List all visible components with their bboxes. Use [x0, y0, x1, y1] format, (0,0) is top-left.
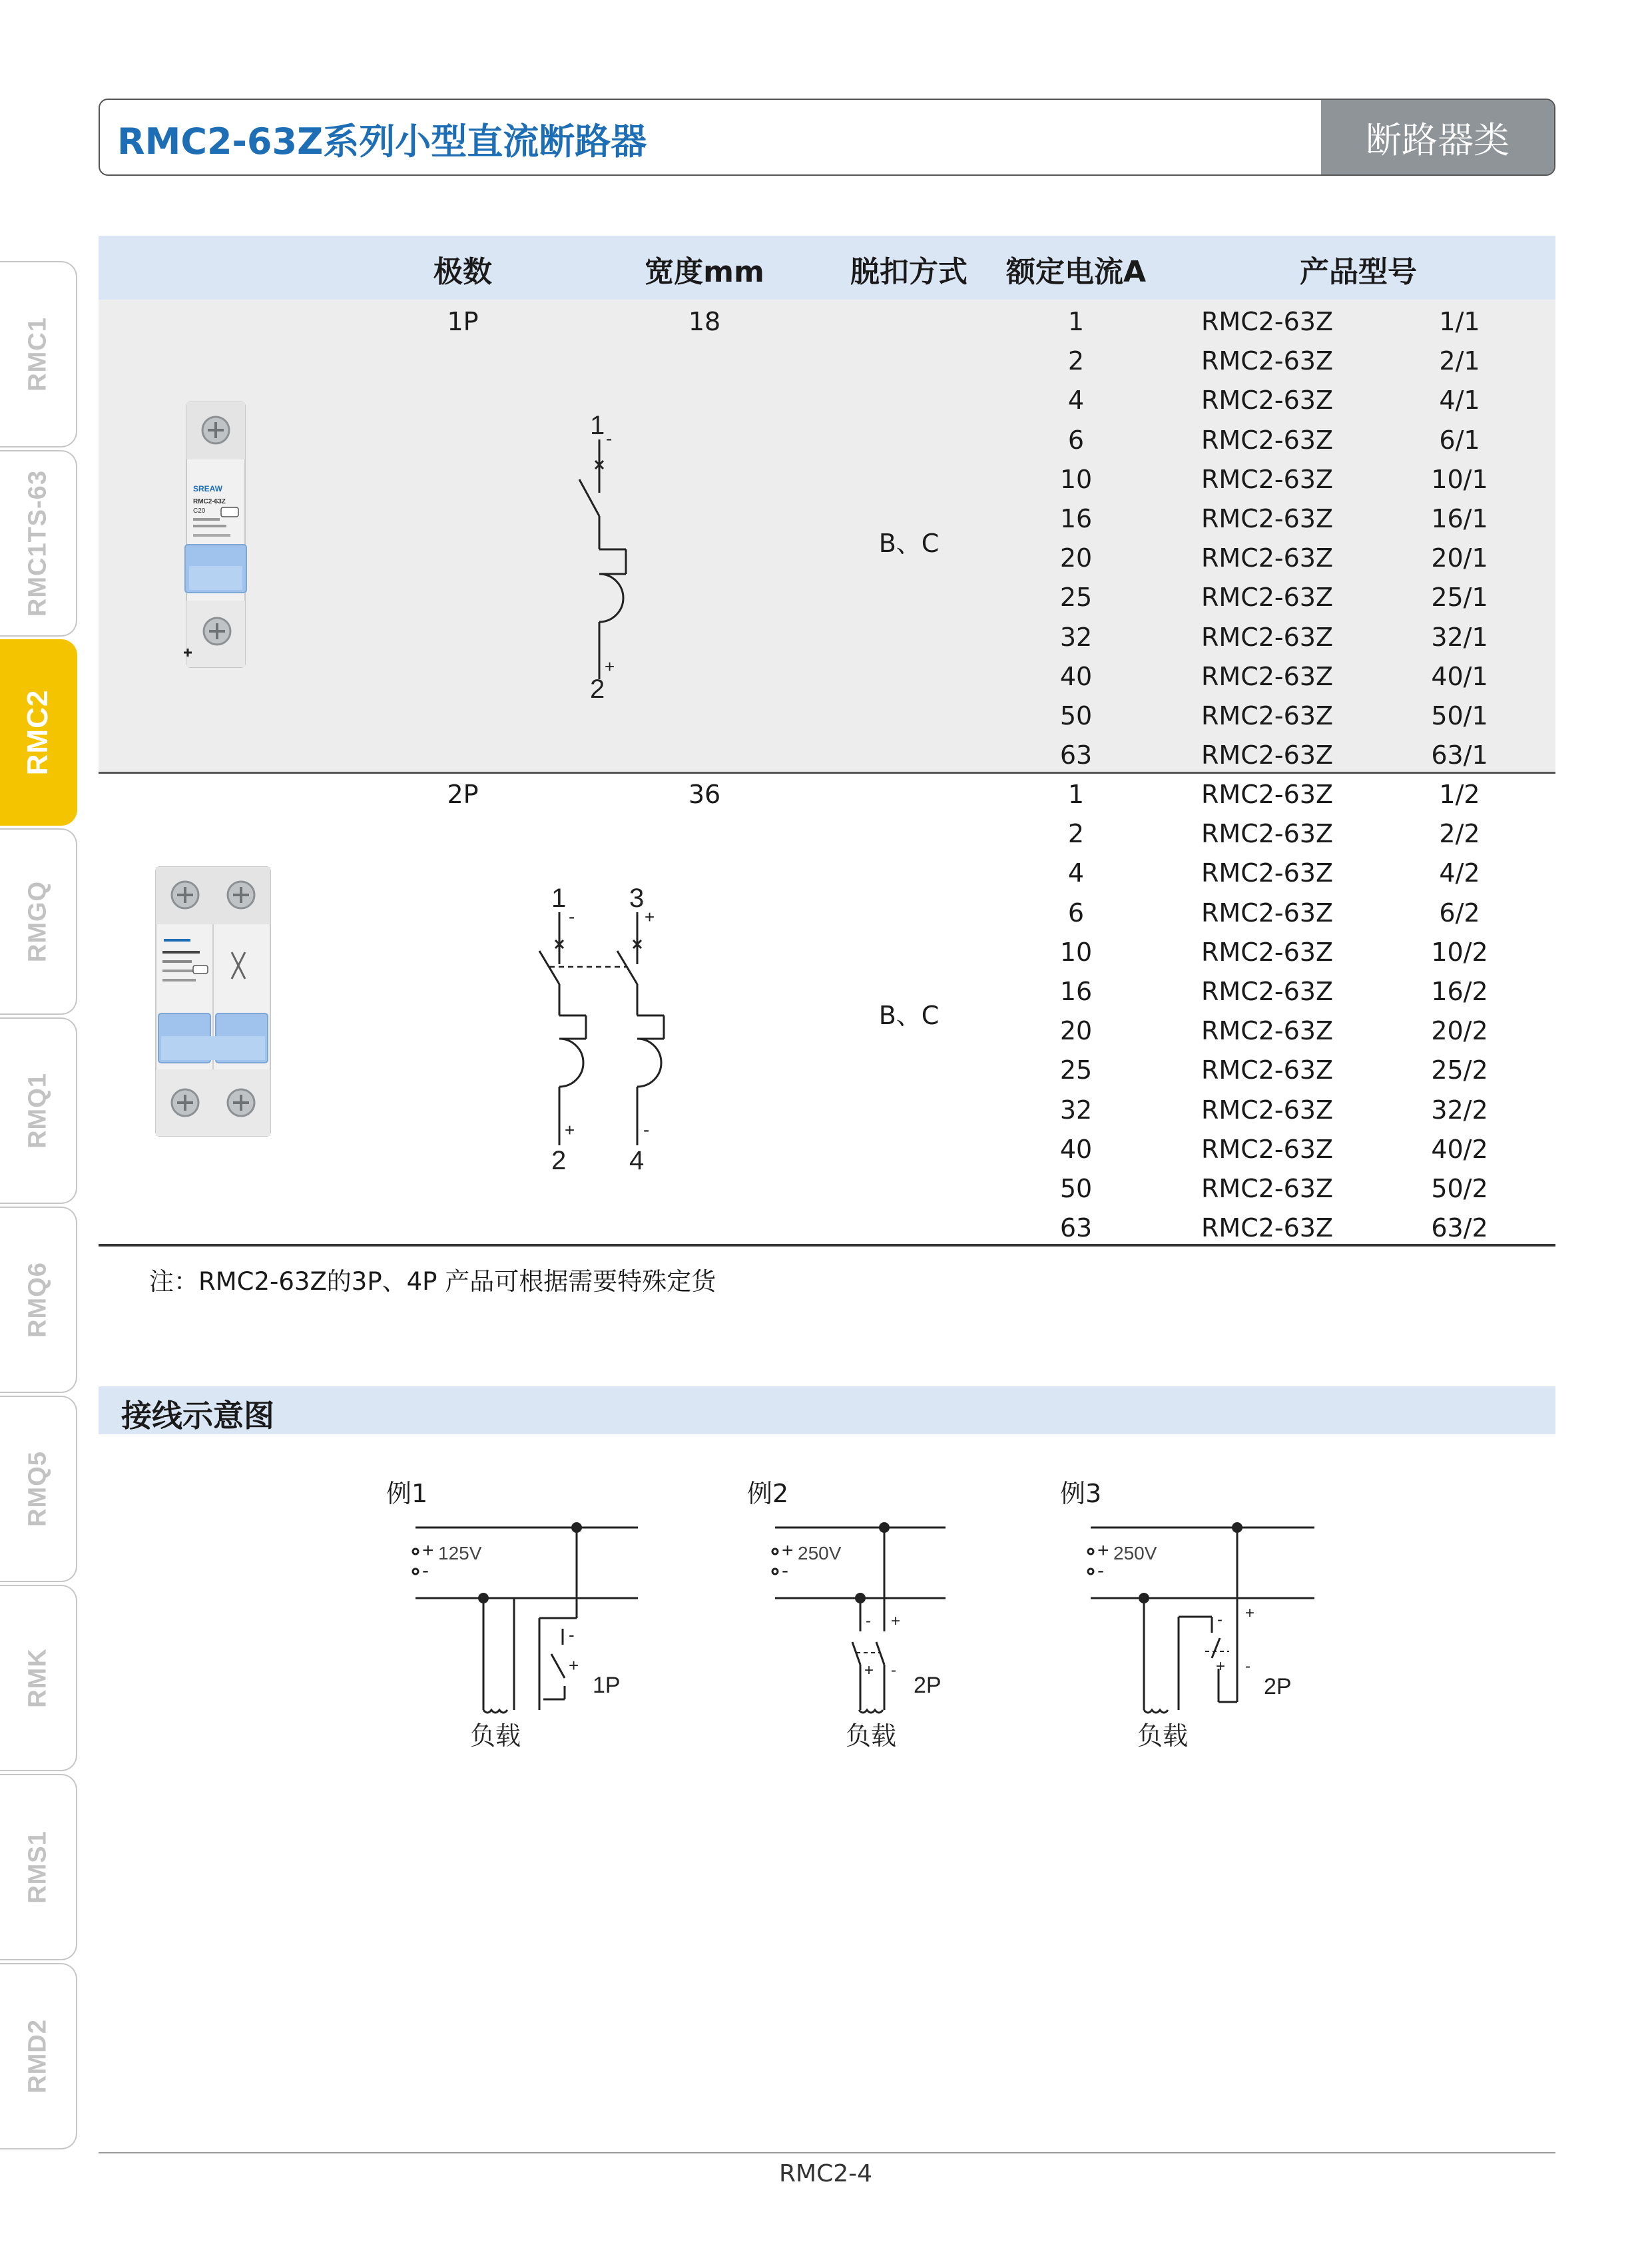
rated-current-cell: 10 — [1059, 465, 1093, 494]
model-spec-cell: 4/1 — [1439, 386, 1480, 415]
switch-b-top: + — [1245, 1604, 1255, 1622]
side-tab-label: RMQ1 — [23, 1073, 52, 1149]
poles-value: 1P — [447, 307, 479, 336]
rated-current-cell: 16 — [1059, 504, 1093, 533]
model-spec-cell: 50/2 — [1431, 1174, 1488, 1203]
switch-a-bottom: + — [1216, 1657, 1226, 1675]
header-poles: 极数 — [433, 255, 492, 289]
side-tab-rms1[interactable] — [0, 1774, 77, 1960]
breaker-photo-1p — [181, 401, 250, 669]
wiring-title: 接线示意图 — [121, 1398, 274, 1434]
supply-voltage: 125V — [438, 1543, 482, 1563]
terminal-2: 2 — [590, 675, 605, 704]
model-cell: RMC2-63Z — [1201, 386, 1333, 415]
side-tab-label: RMGQ — [23, 880, 52, 963]
rated-current-cell: 6 — [1067, 425, 1085, 455]
model-cell: RMC2-63Z — [1201, 425, 1333, 455]
rated-current-cell: 25 — [1059, 583, 1093, 612]
rated-current-cell: 20 — [1059, 543, 1093, 573]
model-cell: RMC2-63Z — [1201, 1016, 1333, 1045]
example-2-label: 例2 — [747, 1479, 789, 1508]
switch-polarity-top: - — [569, 1625, 575, 1645]
rated-current-cell: 10 — [1059, 938, 1093, 967]
model-cell: RMC2-63Z — [1201, 819, 1333, 848]
example-1-label: 例1 — [386, 1479, 428, 1508]
rated-current-cell: 63 — [1059, 740, 1093, 770]
rated-current-cell: 32 — [1059, 1095, 1093, 1125]
page-header — [99, 99, 1555, 176]
rated-current-cell: 25 — [1059, 1055, 1093, 1085]
model-spec-cell: 20/1 — [1431, 543, 1488, 573]
rated-current-cell: 16 — [1059, 977, 1093, 1006]
model-cell: RMC2-63Z — [1201, 858, 1333, 888]
poles-value: 2P — [447, 780, 479, 809]
side-tab-label: RMC1 — [23, 317, 52, 392]
rated-current-cell: 50 — [1059, 701, 1093, 730]
rated-current-cell: 40 — [1059, 662, 1093, 691]
model-cell: RMC2-63Z — [1201, 1095, 1333, 1125]
model-spec-cell: 1/1 — [1439, 307, 1480, 336]
poles-label: 2P — [1264, 1674, 1292, 1699]
side-tab-label: RMS1 — [23, 1830, 52, 1904]
model-spec-cell: 63/2 — [1431, 1213, 1488, 1243]
polarity-1: - — [569, 906, 575, 927]
example-3-label: 例3 — [1060, 1479, 1102, 1508]
product-rating: C20 — [193, 507, 206, 515]
wiring-diagram-2 — [759, 1512, 1012, 1765]
model-cell: RMC2-63Z — [1201, 1135, 1333, 1164]
model-cell: RMC2-63Z — [1201, 1213, 1333, 1243]
footnote: 注：RMC2-63Z的3P、4P 产品可根据需要特殊定货 — [149, 1267, 716, 1296]
header-model: 产品型号 — [1300, 255, 1417, 289]
model-cell: RMC2-63Z — [1201, 780, 1333, 809]
model-cell: RMC2-63Z — [1201, 898, 1333, 928]
group-divider — [99, 772, 1555, 774]
rated-current-cell: 6 — [1067, 898, 1085, 928]
load-label: 负载 — [470, 1721, 521, 1751]
model-spec-cell: 4/2 — [1439, 858, 1480, 888]
side-tab-label: RMD2 — [23, 2019, 52, 2094]
side-tab-label: RMC1TS-63 — [23, 469, 52, 617]
model-cell: RMC2-63Z — [1201, 938, 1333, 967]
side-tab-label: RMQ5 — [23, 1451, 52, 1527]
plus-sign: + — [1097, 1540, 1109, 1561]
side-tab-label: RMC2 — [21, 689, 54, 776]
model-spec-cell: 2/1 — [1439, 346, 1480, 376]
model-cell: RMC2-63Z — [1201, 504, 1333, 533]
model-cell: RMC2-63Z — [1201, 662, 1333, 691]
model-spec-cell: 63/1 — [1431, 740, 1488, 770]
model-spec-cell: 6/1 — [1439, 425, 1480, 455]
model-cell: RMC2-63Z — [1201, 977, 1333, 1006]
model-cell: RMC2-63Z — [1201, 543, 1333, 573]
switch-b-bottom: - — [891, 1661, 896, 1679]
model-cell: RMC2-63Z — [1201, 1174, 1333, 1203]
model-spec-cell: 32/2 — [1431, 1095, 1488, 1125]
switch-a-bottom: + — [864, 1661, 874, 1679]
poles-label: 2P — [914, 1673, 942, 1698]
plus-sign: + — [782, 1540, 794, 1561]
rated-current-cell: 1 — [1067, 307, 1085, 336]
terminal-2: 2 — [551, 1146, 567, 1175]
minus-sign: - — [422, 1559, 429, 1581]
model-spec-cell: 6/2 — [1439, 898, 1480, 928]
width-value: 36 — [688, 780, 721, 809]
side-tab-rmgq[interactable] — [0, 828, 77, 1015]
switch-a-top: - — [1217, 1611, 1223, 1629]
model-spec-cell: 50/1 — [1431, 701, 1488, 730]
rated-current-cell: 4 — [1067, 386, 1085, 415]
model-spec-cell: 25/2 — [1431, 1055, 1488, 1085]
rated-current-cell: 2 — [1067, 346, 1085, 376]
wiring-title-band — [99, 1386, 1555, 1434]
rated-current-cell: 40 — [1059, 1135, 1093, 1164]
model-spec-cell: 20/2 — [1431, 1016, 1488, 1045]
model-spec-cell: 40/1 — [1431, 662, 1488, 691]
side-tab-rmq6[interactable] — [0, 1207, 77, 1393]
switch-polarity-bottom: + — [569, 1655, 579, 1675]
switch-a-top: - — [866, 1612, 871, 1630]
plus-sign: + — [422, 1540, 434, 1561]
polarity-2: + — [605, 657, 615, 677]
page-number: RMC2-4 — [778, 2160, 873, 2187]
trip-value: B、C — [878, 1001, 940, 1030]
page-title: RMC2-63Z系列小型直流断路器 — [117, 121, 647, 162]
model-cell: RMC2-63Z — [1201, 346, 1333, 376]
product-brand: SREAW — [193, 484, 223, 493]
rated-current-cell: 50 — [1059, 1174, 1093, 1203]
circuit-symbol-1p — [553, 400, 659, 706]
terminal-3: 3 — [629, 884, 645, 913]
minus-sign: - — [782, 1559, 788, 1581]
rated-current-cell: 4 — [1067, 858, 1085, 888]
side-tab-rmc2[interactable] — [0, 639, 77, 826]
model-cell: RMC2-63Z — [1201, 1055, 1333, 1085]
rated-current-cell: 2 — [1067, 819, 1085, 848]
rated-current-cell: 20 — [1059, 1016, 1093, 1045]
side-tab-rmc1[interactable] — [0, 261, 77, 447]
model-cell: RMC2-63Z — [1201, 701, 1333, 730]
rated-current-cell: 1 — [1067, 780, 1085, 809]
model-spec-cell: 32/1 — [1431, 623, 1488, 652]
footer-rule — [99, 2152, 1555, 2153]
model-cell: RMC2-63Z — [1201, 740, 1333, 770]
model-spec-cell: 40/2 — [1431, 1135, 1488, 1164]
minus-sign: - — [1097, 1559, 1104, 1581]
model-cell: RMC2-63Z — [1201, 583, 1333, 612]
wiring-diagram-1 — [400, 1512, 653, 1765]
width-value: 18 — [688, 307, 721, 336]
terminal-4: 4 — [629, 1146, 645, 1175]
side-tab-rmd2[interactable] — [0, 1963, 77, 2149]
model-spec-cell: 16/1 — [1431, 504, 1488, 533]
side-tab-rmq1[interactable] — [0, 1017, 77, 1204]
switch-b-bottom: - — [1245, 1657, 1250, 1675]
product-model: RMC2-63Z — [193, 498, 226, 505]
model-spec-cell: 16/2 — [1431, 977, 1488, 1006]
model-spec-cell: 1/2 — [1439, 780, 1480, 809]
polarity-3: + — [645, 907, 655, 927]
polarity-2: + — [565, 1120, 575, 1140]
model-cell: RMC2-63Z — [1201, 623, 1333, 652]
category-label: 断路器类 — [1321, 100, 1554, 174]
side-tab-label: RMQ6 — [23, 1262, 52, 1338]
header-current: 额定电流A — [1005, 255, 1147, 289]
wiring-diagram-3 — [1075, 1512, 1328, 1765]
side-tab-rmc1ts-63[interactable] — [0, 450, 77, 637]
model-cell: RMC2-63Z — [1201, 307, 1333, 336]
header-width: 宽度mm — [645, 255, 764, 289]
model-spec-cell: 10/1 — [1431, 465, 1488, 494]
load-label: 负载 — [846, 1721, 897, 1751]
supply-voltage: 250V — [1113, 1543, 1157, 1563]
table-group-band-1p — [99, 300, 1555, 772]
model-spec-cell: 2/2 — [1439, 819, 1480, 848]
side-tab-rmq5[interactable] — [0, 1396, 77, 1582]
poles-label: 1P — [593, 1673, 621, 1698]
model-cell: RMC2-63Z — [1201, 465, 1333, 494]
model-spec-cell: 10/2 — [1431, 938, 1488, 967]
side-tab-label: RMK — [23, 1648, 52, 1708]
table-bottom-rule — [99, 1244, 1555, 1247]
circuit-symbol-2p — [519, 872, 692, 1179]
polarity-1: - — [606, 428, 613, 449]
breaker-photo-2p — [153, 866, 273, 1137]
load-label: 负载 — [1137, 1721, 1189, 1751]
trip-value: B、C — [878, 529, 940, 558]
switch-b-top: + — [891, 1612, 901, 1630]
header-trip: 脱扣方式 — [850, 255, 967, 289]
polarity-4: - — [643, 1119, 650, 1140]
rated-current-cell: 63 — [1059, 1213, 1093, 1243]
model-spec-cell: 25/1 — [1431, 583, 1488, 612]
rated-current-cell: 32 — [1059, 623, 1093, 652]
terminal-1: 1 — [590, 411, 605, 440]
side-tab-rmk[interactable] — [0, 1585, 77, 1771]
terminal-1: 1 — [551, 884, 567, 913]
supply-voltage: 250V — [798, 1543, 842, 1563]
